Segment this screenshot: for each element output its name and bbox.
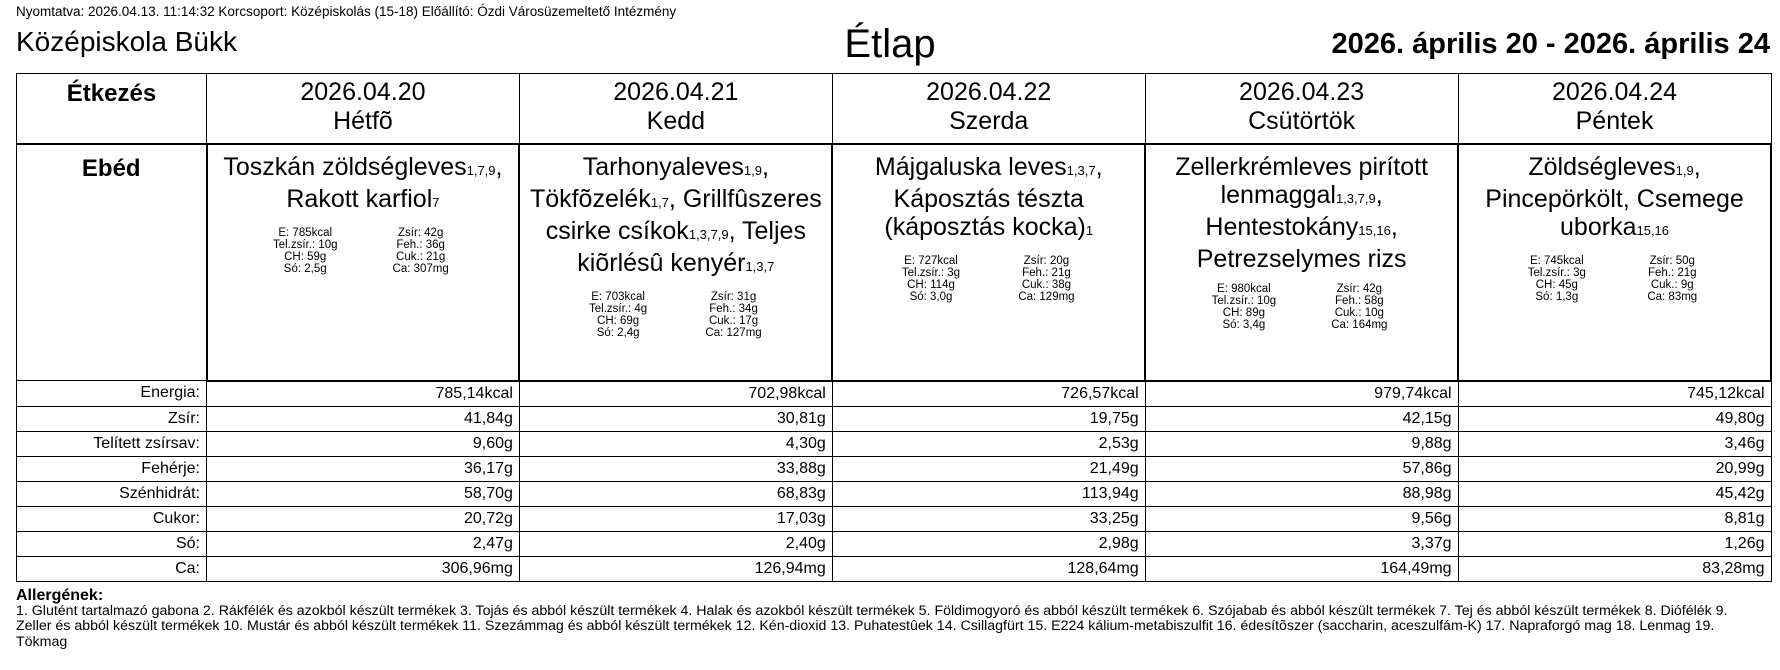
allergen-legend (16, 588, 1756, 650)
nutrition-item: Tel.zsír.: 10g (272, 239, 338, 251)
dish-name: Teljes kiõrlésû kenyér (577, 217, 806, 277)
nutrition-item: Ca: 127mg (705, 327, 762, 339)
day-name: Péntek (1575, 107, 1654, 135)
header-row (17, 74, 1772, 145)
nutrient-value: 2,53g (832, 431, 1145, 456)
nutrition-item: Cuk.: 38g (1021, 279, 1072, 291)
nutrient-label: Energia: (17, 381, 207, 407)
nutrition-item: Tel.zsír.: 3g (901, 267, 961, 279)
nutrient-value: 1,26g (1458, 531, 1771, 556)
nutrient-value: 9,88g (1145, 431, 1458, 456)
nutrition-row (17, 381, 1772, 407)
nutrition-item: CH: 45g (1535, 279, 1578, 291)
nutrient-value: 126,94mg (519, 556, 832, 581)
meal-cell (832, 144, 1145, 381)
nutrition-summary (1186, 283, 1417, 331)
dish-separator: , (762, 153, 769, 181)
nutrient-value: 83,28mg (1458, 556, 1771, 581)
nutrition-row (17, 431, 1772, 456)
nutrient-value: 785,14kcal (207, 381, 520, 407)
nutrition-item: Feh.: 58g (1335, 295, 1384, 307)
nutrition-item: E: 980kcal (1217, 283, 1271, 295)
nutrient-value: 726,57kcal (832, 381, 1145, 407)
print-info: Nyomtatva: 2026.04.13. 11:14:32 Korcsoport: Középiskolás (15-18) Előállító: Ózdi Városüzemeltető Intézmény (16, 4, 677, 19)
nutrition-row (17, 556, 1772, 581)
dish-name: Hentestokány (1205, 213, 1359, 241)
dish-list (833, 145, 1144, 245)
nutrition-row (17, 456, 1772, 481)
dish-separator: , (1375, 181, 1383, 209)
nutrition-item: Feh.: 36g (396, 239, 445, 251)
nutrition-item: CH: 69g (597, 315, 640, 327)
nutrition-item: Só: 1,3g (1535, 291, 1579, 303)
dish-name: Tökfõzelék (529, 185, 651, 213)
nutrition-summary (560, 291, 791, 339)
date-range: 2026. április 20 - 2026. április 24 (1331, 28, 1770, 60)
nutrient-value: 128,64mg (832, 556, 1145, 581)
nutrition-item: Ca: 83mg (1647, 291, 1698, 303)
day-header (832, 74, 1145, 145)
nutrition-item: Ca: 129mg (1018, 291, 1075, 303)
nutrition-item: Feh.: 34g (709, 303, 758, 315)
nutrient-value: 2,98g (832, 531, 1145, 556)
nutrient-label: Fehérje: (17, 456, 207, 481)
day-header (519, 74, 832, 145)
nutrient-value: 17,03g (519, 506, 832, 531)
nutrient-value: 49,80g (1458, 406, 1771, 431)
nutrition-item: Cuk.: 10g (1334, 307, 1384, 319)
allergen-codes: 1,9 (1675, 163, 1694, 178)
nutrient-value: 8,81g (1458, 506, 1771, 531)
nutrition-item: Só: 3,0g (909, 291, 953, 303)
nutrition-item: CH: 59g (284, 251, 327, 263)
nutrient-value: 33,88g (519, 456, 832, 481)
dish-list (520, 145, 831, 281)
nutrient-value: 88,98g (1145, 481, 1458, 506)
dish-separator: , (1390, 213, 1398, 241)
allergen-list: 1. Glutént tartalmazó gabona 2. Rákfélék és azokból készült termékek 3. Tojás és abból készült termékek 4. Halak és azokból készült termékek 5. Földimogyoró és abból készült termékek 6. Szójabab és abból készült termékek 7. Tej és abból készült termékek 8. Diófélék 9. Zeller és abból készült termékek 10. Mustár és abból készült termékek 11. Szezámmag és abból készült termékek 12. Kén-dioxid 13. Puhatestûek 14. Csillagfürt 15. E224 kálium-metabiszulfit 16. édesítõszer (saccharin, aceszulfám-K) 17. Napraforgó mag 18. Lenmag 19. Tökmag (16, 602, 1728, 650)
day-date: 2026.04.24 (1551, 78, 1678, 106)
allergen-codes: 7 (432, 195, 440, 210)
nutrition-item: CH: 114g (907, 279, 955, 291)
nutrient-label: Szénhidrát: (17, 481, 207, 506)
school-name: Középiskola Bükk (16, 26, 238, 57)
dish-list (208, 145, 519, 217)
nutrition-item: Feh.: 21g (1022, 267, 1071, 279)
allergen-codes: 1 (1085, 223, 1094, 238)
nutrient-label: Telített zsírsav: (17, 431, 207, 456)
day-name: Csütörtök (1248, 107, 1356, 135)
nutrient-label: Só: (17, 531, 207, 556)
nutrient-value: 36,17g (207, 456, 520, 481)
dish-name: Pincepörkölt (1485, 185, 1623, 213)
nutrient-value: 702,98kcal (519, 381, 832, 407)
day-date: 2026.04.22 (926, 78, 1052, 106)
nutrition-item: Tel.zsír.: 10g (1211, 295, 1277, 307)
dish-list (1146, 145, 1457, 273)
dish-separator: , (1095, 153, 1103, 181)
nutrition-item: Ca: 164mg (1331, 319, 1388, 331)
day-header (1145, 74, 1458, 145)
nutrition-item: Tel.zsír.: 4g (589, 303, 648, 315)
nutrient-label: Ca: (17, 556, 207, 581)
page-title: Étlap (844, 22, 936, 66)
nutrient-value: 113,94g (832, 481, 1145, 506)
meal-cell (1458, 144, 1771, 381)
nutrition-summary (873, 255, 1104, 303)
meal-cell (1145, 144, 1458, 381)
dish-name: Rakott karfiol (286, 185, 433, 213)
nutrient-value: 42,15g (1145, 406, 1458, 431)
nutrient-value: 9,60g (207, 431, 520, 456)
nutrition-item: Feh.: 21g (1647, 267, 1697, 279)
nutrition-row (17, 481, 1772, 506)
day-date: 2026.04.21 (613, 78, 739, 106)
nutrient-value: 745,12kcal (1458, 381, 1771, 407)
dish-separator: , (1622, 185, 1630, 213)
nutrition-item: CH: 89g (1222, 307, 1265, 319)
dish-name: Káposztás tészta (káposztás kocka) (884, 185, 1086, 241)
nutrition-row (17, 506, 1772, 531)
nutrition-item: Zsír: 31g (710, 291, 757, 303)
nutrition-summary (248, 227, 479, 275)
nutrient-value: 3,37g (1145, 531, 1458, 556)
nutrition-item: Zsír: 20g (1023, 255, 1070, 267)
meal-cell (519, 144, 832, 381)
nutrient-value: 58,70g (207, 481, 520, 506)
allergen-codes: 1,9 (743, 163, 762, 178)
day-date: 2026.04.23 (1239, 78, 1365, 106)
dish-separator: , (1693, 153, 1701, 181)
lunch-row (17, 144, 1772, 381)
nutrition-item: E: 703kcal (591, 291, 645, 303)
dish-list (1459, 145, 1770, 245)
nutrition-item: Só: 2,5g (283, 263, 327, 275)
menu-table (16, 73, 1772, 582)
day-name: Hétfõ (333, 107, 393, 135)
meal-cell (207, 144, 520, 381)
day-date: 2026.04.20 (300, 78, 426, 106)
dish-name: Toszkán zöldségleves (223, 153, 467, 181)
dish-name: Csemege uborka (1560, 185, 1744, 241)
nutrition-item: Tel.zsír.: 3g (1527, 267, 1586, 279)
nutrition-row (17, 406, 1772, 431)
nutrient-value: 19,75g (832, 406, 1145, 431)
allergen-codes: 15,16 (1358, 223, 1391, 238)
nutrition-item: E: 745kcal (1529, 255, 1584, 267)
meal-header: Étkezés (17, 74, 207, 145)
nutrient-value: 20,72g (207, 506, 520, 531)
nutrition-item: Zsír: 42g (397, 227, 444, 239)
day-name: Szerda (949, 107, 1029, 135)
allergen-codes: 1,7 (650, 195, 669, 210)
allergen-codes: 1,3,7 (745, 259, 775, 274)
nutrient-label: Cukor: (17, 506, 207, 531)
nutrition-item: E: 727kcal (904, 255, 958, 267)
nutrition-item: Cuk.: 17g (708, 315, 759, 327)
nutrient-value: 21,49g (832, 456, 1145, 481)
nutrient-label: Zsír: (17, 406, 207, 431)
day-name: Kedd (646, 107, 706, 135)
nutrient-value: 4,30g (519, 431, 832, 456)
nutrition-item: Zsír: 42g (1336, 283, 1383, 295)
day-header (207, 74, 520, 145)
nutrition-item: Cuk.: 21g (396, 251, 446, 263)
dish-name: Grillfûszeres csirke csíkok (545, 185, 822, 245)
allergen-codes: 1,7,9 (466, 163, 496, 178)
allergen-codes: 1,3,7,9 (1335, 191, 1376, 206)
allergen-codes: 15,16 (1636, 223, 1670, 238)
dish-separator: , (728, 217, 736, 245)
dish-separator: , (668, 185, 676, 213)
nutrient-value: 30,81g (519, 406, 832, 431)
allergen-codes: 1,3,7 (1066, 163, 1096, 178)
nutrient-value: 306,96mg (207, 556, 520, 581)
nutrient-value: 2,40g (519, 531, 832, 556)
dish-name: Zöldségleves (1528, 153, 1676, 181)
nutrient-value: 3,46g (1458, 431, 1771, 456)
dish-name: Májgaluska leves (874, 153, 1067, 181)
allergen-codes: 1,3,7,9 (688, 227, 729, 242)
nutrient-value: 45,42g (1458, 481, 1771, 506)
day-header (1458, 74, 1771, 145)
nutrient-value: 2,47g (207, 531, 520, 556)
meal-label: Ebéd (17, 144, 207, 381)
dish-name: Zellerkrémleves pirított lenmaggal (1175, 153, 1429, 209)
dish-separator: , (495, 153, 503, 181)
nutrient-value: 68,83g (519, 481, 832, 506)
nutrient-value: 979,74kcal (1145, 381, 1458, 407)
nutrient-value: 57,86g (1145, 456, 1458, 481)
dish-name: Tarhonyaleves (582, 153, 744, 181)
nutrition-item: E: 785kcal (278, 227, 333, 239)
nutrition-row (17, 531, 1772, 556)
allergen-title: Allergének: (16, 587, 104, 604)
nutrition-item: Cuk.: 9g (1650, 279, 1694, 291)
nutrient-value: 9,56g (1145, 506, 1458, 531)
nutrition-item: Só: 2,4g (596, 327, 640, 339)
nutrition-summary (1499, 255, 1730, 303)
nutrient-value: 20,99g (1458, 456, 1771, 481)
nutrient-value: 41,84g (207, 406, 520, 431)
nutrient-value: 164,49mg (1145, 556, 1458, 581)
nutrition-item: Só: 3,4g (1222, 319, 1266, 331)
nutrient-value: 33,25g (832, 506, 1145, 531)
nutrition-item: Ca: 307mg (392, 263, 449, 275)
dish-name: Petrezselymes rizs (1196, 245, 1407, 273)
nutrition-item: Zsír: 50g (1649, 255, 1695, 267)
